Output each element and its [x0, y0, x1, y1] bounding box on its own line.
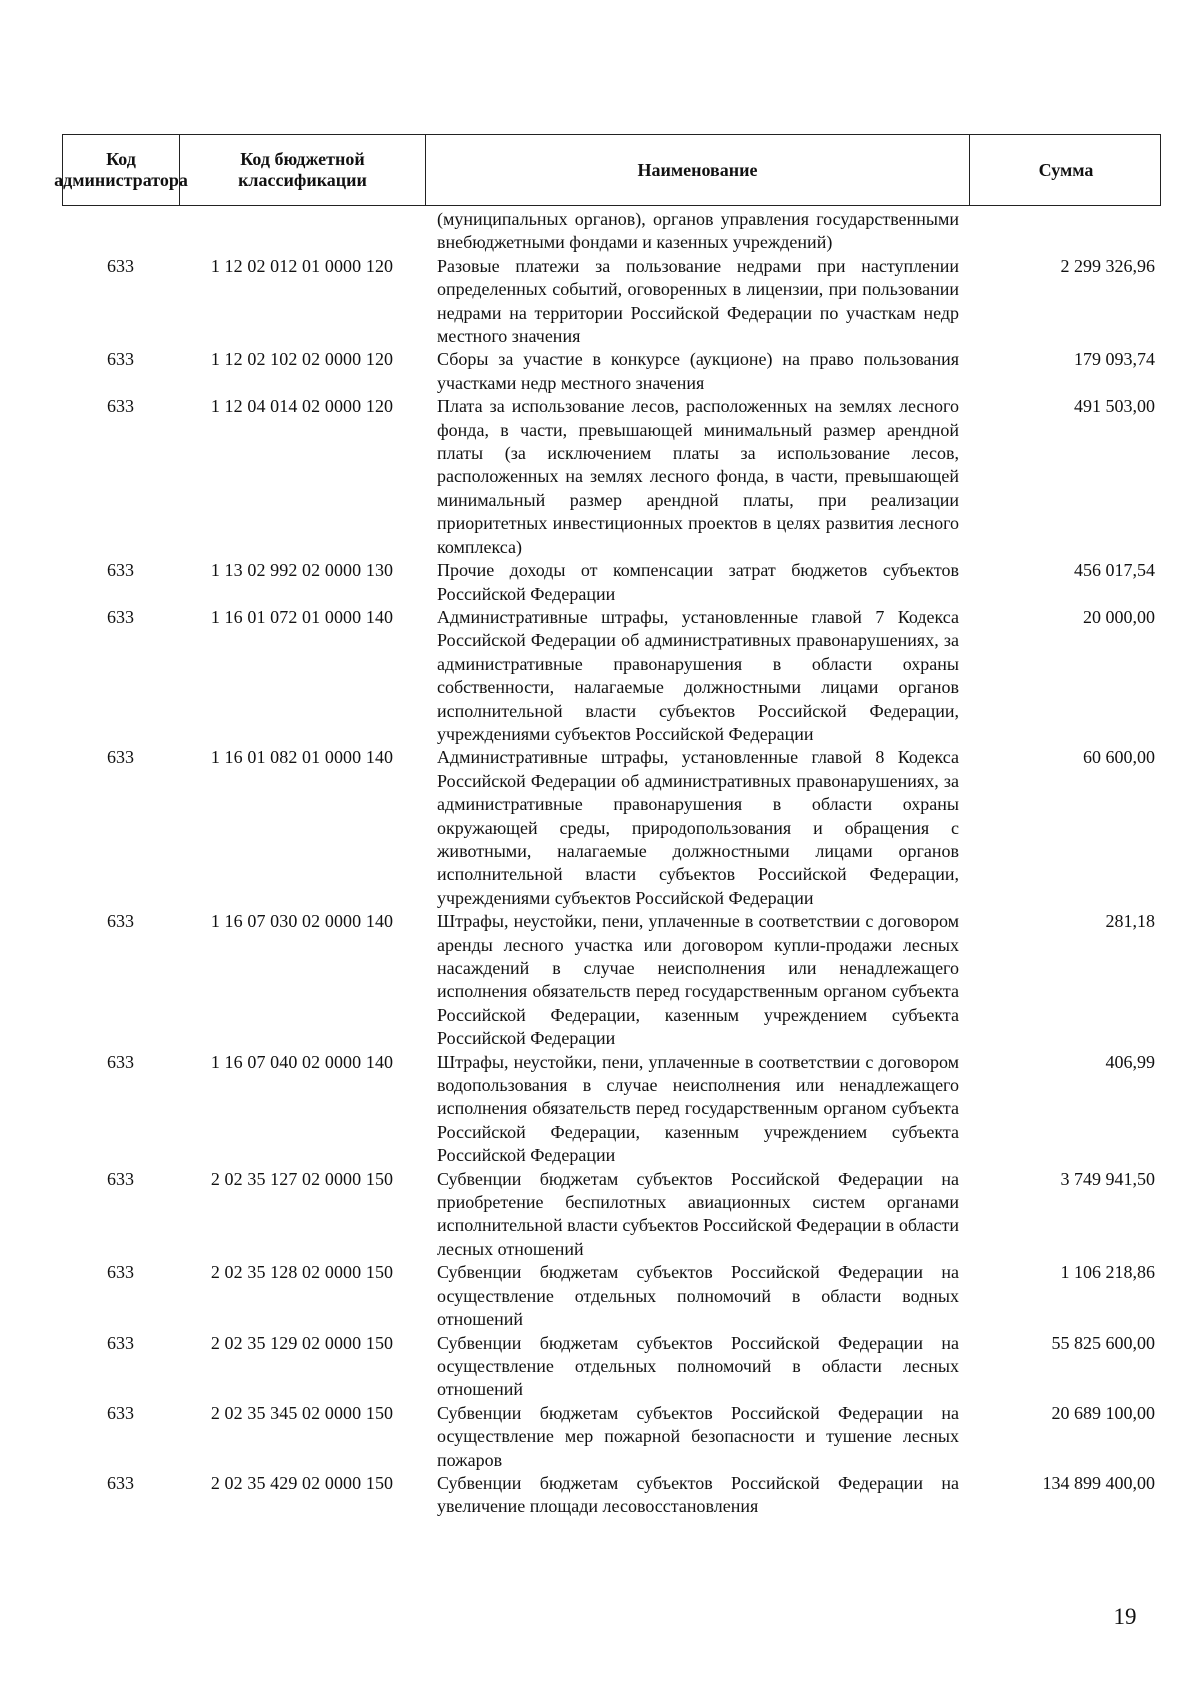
sum-cell: 55 825 600,00 [1051, 1332, 1155, 1353]
admin-code-cell: 633 [107, 747, 134, 768]
continuation-text: (муниципальных органов), органов управления государственными внебюджетными фондами и казенных учреждений) [437, 209, 959, 253]
continuation-row [62, 208, 1161, 255]
sum-cell: 134 899 400,00 [1042, 1472, 1155, 1493]
budget-code-cell: 1 12 04 014 02 0000 120 [210, 396, 394, 417]
table-row [62, 746, 1161, 910]
sum-cell: 406,99 [1105, 1051, 1155, 1072]
name-cell: Плата за использование лесов, расположенных на землях лесного фонда, в части, превышающей минимальный размер арендной платы (за исключением платы за использование лесов, расположенных на землях лесного фонда, в части, превышающей минимальный размер арендной платы, при реализации приоритетных инвестиционных проектов в целях развития лесного комплекса) [437, 396, 959, 557]
table-row [62, 1402, 1161, 1472]
budget-code-cell: 1 13 02 992 02 0000 130 [210, 560, 394, 581]
table-row [62, 1168, 1161, 1262]
budget-code-cell: 2 02 35 129 02 0000 150 [210, 1332, 394, 1353]
name-cell: Разовые платежи за пользование недрами при наступлении определенных событий, оговоренных в лицензии, при пользовании недрами на территории Российской Федерации по участкам недр местного значения [437, 255, 959, 347]
budget-code-cell: 2 02 35 345 02 0000 150 [210, 1402, 394, 1423]
table-row [62, 348, 1161, 395]
table-body [62, 208, 1161, 1519]
budget-code-cell: 1 12 02 102 02 0000 120 [210, 349, 394, 370]
table-row [62, 395, 1161, 559]
name-cell: Субвенции бюджетам субъектов Российской Федерации на осуществление отдельных полномочий в области лесных отношений [437, 1332, 959, 1400]
sum-cell: 456 017,54 [1074, 560, 1155, 581]
name-cell: Административные штрафы, установленные главой 7 Кодекса Российской Федерации об административных правонарушениях, за административные правонарушения в области охраны собственности, налагаемые должностными лицами органов исполнительной власти субъектов Российской Федерации, учреждениями субъектов Российской Федерации [437, 606, 959, 744]
budget-code-cell: 1 16 07 040 02 0000 140 [210, 1051, 394, 1072]
budget-code-cell: 2 02 35 128 02 0000 150 [210, 1262, 394, 1283]
table-row [62, 559, 1161, 606]
budget-code-cell: 1 16 01 082 01 0000 140 [210, 747, 394, 768]
table-row [62, 606, 1161, 746]
table-row [62, 1332, 1161, 1402]
table-row [62, 1472, 1161, 1519]
header-budget-code: Код бюджетной классификации [180, 135, 426, 205]
name-cell: Прочие доходы от компенсации затрат бюджетов субъектов Российской Федерации [437, 560, 959, 604]
admin-code-cell: 633 [107, 396, 134, 417]
name-cell: Субвенции бюджетам субъектов Российской Федерации на приобретение беспилотных авиационных систем органами исполнительной власти субъектов Российской Федерации в области лесных отношений [437, 1168, 959, 1259]
budget-code-cell: 2 02 35 127 02 0000 150 [210, 1168, 394, 1189]
admin-code-cell: 633 [107, 1051, 134, 1072]
table-header [54, 134, 1161, 206]
name-cell: Субвенции бюджетам субъектов Российской Федерации на увеличение площади лесовосстановления [437, 1472, 959, 1517]
admin-code-cell: 633 [107, 1472, 134, 1493]
admin-code-cell: 633 [107, 255, 134, 276]
sum-cell: 491 503,00 [1074, 396, 1155, 417]
admin-code-cell: 633 [107, 1332, 134, 1353]
admin-code-cell: 633 [107, 1402, 134, 1423]
name-cell: Сборы за участие в конкурсе (аукционе) на право пользования участками недр местного значения [437, 349, 959, 393]
table-row [62, 255, 1161, 349]
sum-cell: 60 600,00 [1083, 747, 1155, 768]
table-row [62, 910, 1161, 1050]
sum-cell: 179 093,74 [1074, 349, 1155, 370]
name-cell: Субвенции бюджетам субъектов Российской Федерации на осуществление мер пожарной безопасности и тушение лесных пожаров [437, 1402, 959, 1470]
name-cell: Штрафы, неустойки, пени, уплаченные в соответствии с договором водопользования в случае неисполнения или ненадлежащего исполнения обязательств перед государственным органом субъекта Российской Федерации, казенным учреждением субъекта Российской Федерации [437, 1051, 959, 1166]
admin-code-cell: 633 [107, 349, 134, 370]
sum-cell: 20 000,00 [1083, 606, 1155, 627]
admin-code-cell: 633 [107, 560, 134, 581]
table-row [62, 1051, 1161, 1168]
header-sum: Сумма [1038, 159, 1094, 180]
sum-cell: 2 299 326,96 [1060, 255, 1155, 276]
budget-code-cell: 1 16 01 072 01 0000 140 [210, 606, 394, 627]
admin-code-cell: 633 [107, 1168, 134, 1189]
sum-cell: 1 106 218,86 [1060, 1262, 1155, 1283]
name-cell: Штрафы, неустойки, пени, уплаченные в соответствии с договором аренды лесного участка или договором купли-продажи лесных насаждений в случае неисполнения или ненадлежащего исполнения обязательств перед государственным органом субъекта Российской Федерации, казенным учреждением субъекта Российской Федерации [437, 911, 959, 1049]
budget-code-cell: 2 02 35 429 02 0000 150 [210, 1472, 394, 1493]
header-name: Наименование [426, 135, 970, 205]
sum-cell: 281,18 [1105, 911, 1155, 932]
admin-code-cell: 633 [107, 911, 134, 932]
budget-code-cell: 1 12 02 012 01 0000 120 [210, 255, 394, 276]
budget-code-cell: 1 16 07 030 02 0000 140 [210, 911, 394, 932]
name-cell: Административные штрафы, установленные главой 8 Кодекса Российской Федерации об административных правонарушениях, за административные правонарушения в области охраны окружающей среды, природопользования и обращения с животными, налагаемые должностными лицами органов исполнительной власти субъектов Российской Федерации, учреждениями субъектов Российской Федерации [437, 747, 959, 908]
admin-code-cell: 633 [107, 1262, 134, 1283]
table-row [62, 1261, 1161, 1331]
sum-cell: 3 749 941,50 [1060, 1168, 1155, 1189]
header-admin-code: Код администратора [63, 135, 180, 205]
page-number: 19 [1113, 1604, 1137, 1629]
name-cell: Субвенции бюджетам субъектов Российской Федерации на осуществление отдельных полномочий в области водных отношений [437, 1262, 959, 1330]
sum-cell: 20 689 100,00 [1051, 1402, 1155, 1423]
admin-code-cell: 633 [107, 606, 134, 627]
